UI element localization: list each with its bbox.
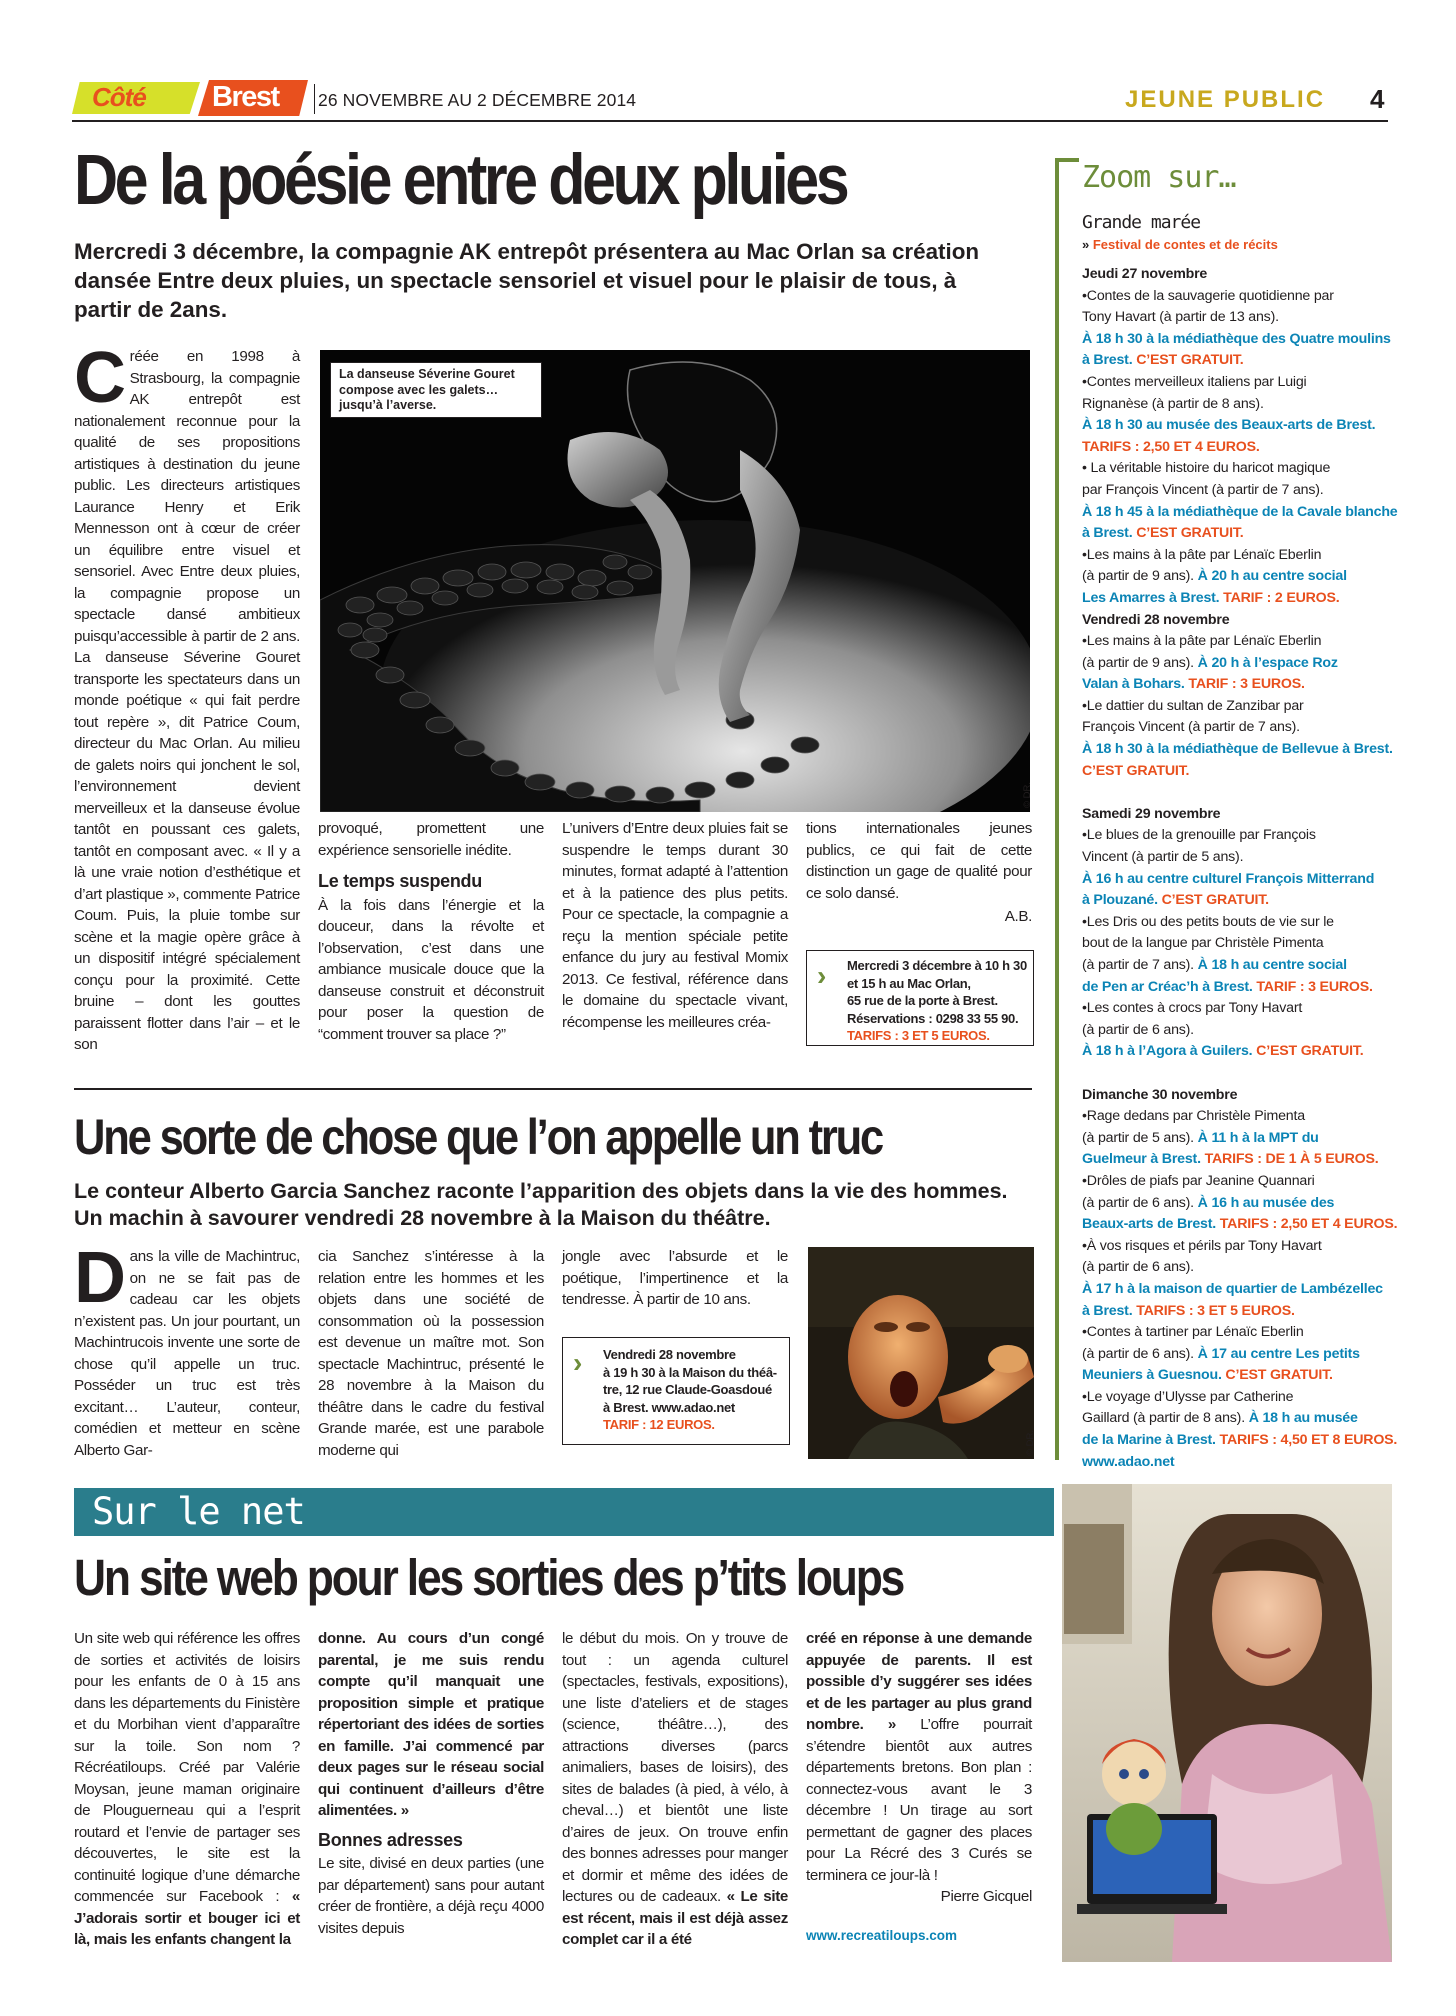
zoom-line-text: Guelmeur à Brest. — [1082, 1151, 1201, 1168]
zoom-line — [1082, 1365, 1402, 1387]
zoom-line — [1082, 458, 1402, 480]
article3-col4 — [806, 1628, 1032, 1908]
zoom-line — [1082, 890, 1402, 912]
article3-signature: Pierre Gicquel — [940, 1888, 1032, 1905]
zoom-venue: À 18 h au centre social — [1193, 957, 1347, 973]
article1-col4 — [806, 818, 1032, 928]
zoom-line-text: À 16 h au centre culturel François Mitterrand — [1082, 870, 1375, 887]
article3-col4b-text: L’offre pourrait s’étendre bientôt aux autres départements bretons. Bon plan : connectez-vous avant le 3 décembre ! Un tirage au sort permettant de gagner des places pour La Récré des 3 Curés se terminera ce jour-là ! — [806, 1716, 1032, 1884]
chevron-right-icon: › — [573, 1347, 583, 1378]
zoom-line-text: (à partir de 6 ans). — [1082, 1021, 1194, 1038]
article3-col2 — [318, 1628, 544, 1939]
zoom-line-text: Meuniers à Guesnou. — [1082, 1367, 1222, 1384]
article2-col1-text: ans la ville de Machintruc, on ne se fait pas de cadeau car les objets n’existent pas. Un jour pourtant, un Machintrucois invente une sorte de chose qu’il appelle un truc. Posséder un truc est très excitant… L’auteur, conteur, comédien et metteur en scène Alberto Gar- — [74, 1248, 300, 1459]
zoom-venue: À 11 h à la MPT du — [1193, 1129, 1319, 1146]
zoom-venue: À 20 h au centre social — [1193, 568, 1347, 585]
zoom-price: TARIFS : 2,50 ET 4 EUROS. — [1216, 1216, 1398, 1233]
valerie-photo-graphic — [1062, 1484, 1392, 1962]
zoom-line — [1082, 1322, 1402, 1344]
zoom-line — [1082, 1279, 1402, 1301]
zoom-line — [1082, 631, 1402, 653]
zoom-line-text: •À vos risques et périls par Tony Havart — [1082, 1237, 1322, 1254]
zoom-line — [1082, 1301, 1402, 1323]
zoom-line — [1082, 1236, 1402, 1258]
zoom-line — [1082, 588, 1402, 610]
zoom-line — [1082, 1214, 1402, 1236]
zoom-line — [1082, 1408, 1402, 1430]
zoom-line — [1082, 1193, 1402, 1215]
article3-subhead: Bonnes adresses — [318, 1829, 463, 1850]
zoom-line-text: •Contes merveilleux italiens par Luigi — [1082, 373, 1307, 390]
article1-col2 — [318, 818, 544, 1045]
zoom-kicker-arrow: » — [1082, 237, 1090, 252]
article1-subhead: Le temps suspendu — [318, 871, 482, 891]
zoom-line-text: à Brest. — [1082, 352, 1133, 369]
zoom-list — [1082, 264, 1402, 1473]
zoom-line — [1082, 415, 1402, 437]
zoom-line — [1082, 1257, 1402, 1279]
article3-col1-text: Un site web qui référence les offres de sorties et activités de loisirs pour les enfants de 0 à 15 ans dans les départements du Finistère et du Morbihan vient d’apparaître sur la toile. Son nom ? Récréatiloups. Créé par Valérie Moysan, jeune maman originaire de Plouguerneau qui a l’esprit routard et l’envie de partager ses découvertes, le site est la continuité logique d’une démarche commencée sur Facebook : — [74, 1630, 300, 1905]
zoom-line-text: •Le dattier du sultan de Zanzibar par — [1082, 697, 1304, 714]
zoom-kicker — [1082, 237, 1278, 252]
zoom-line — [1082, 674, 1402, 696]
article3-col3-quote: « Le site est récent, mais il est déjà assez complet car il a été — [562, 1888, 788, 1948]
zoom-line — [1082, 1344, 1402, 1366]
article1-info-text — [847, 957, 1027, 1045]
zoom-vertical-bar — [1055, 158, 1059, 1460]
zoom-venue: À 20 h à l’espace Roz — [1193, 654, 1338, 671]
chevron-right-icon: › — [817, 960, 827, 991]
zoom-line — [1082, 998, 1402, 1020]
zoom-heading: Zoom sur… — [1082, 160, 1236, 195]
article1-info-line2: et 15 h au Mac Orlan, — [847, 975, 971, 991]
zoom-line — [1082, 610, 1402, 632]
header-divider — [314, 84, 315, 114]
zoom-line-text: (à partir de 9 ans). — [1082, 568, 1194, 585]
zoom-line — [1082, 933, 1402, 955]
zoom-line — [1082, 502, 1402, 524]
zoom-line — [1082, 1020, 1402, 1042]
zoom-line — [1082, 717, 1402, 739]
zoom-line-text: •Contes de la sauvagerie quotidienne par — [1082, 287, 1334, 304]
zoom-line-text: Beaux-arts de Brest. — [1082, 1216, 1216, 1233]
article2-lead — [74, 1178, 1034, 1231]
article2-info-line2: à 19 h 30 à la Maison du théâ- — [603, 1364, 777, 1380]
photo1-caption-box — [330, 362, 542, 418]
brand-brest: Brest — [212, 81, 279, 113]
zoom-line-text: bout de la langue par Christèle Pimenta — [1082, 935, 1324, 952]
dancer-photo — [320, 350, 1030, 812]
article2-col1 — [74, 1238, 300, 1461]
zoom-price: C’EST GRATUIT. — [1221, 1367, 1333, 1384]
zoom-line-text: www.adao.net — [1082, 1453, 1175, 1470]
brand-logo — [72, 80, 310, 116]
article1-title: De la poésie entre deux pluies — [74, 141, 847, 220]
zoom-line-text: Vincent (à partir de 5 ans). — [1082, 849, 1244, 866]
article2-title: Une sorte de chose que l’on appelle un truc — [74, 1109, 883, 1165]
article2-col2 — [318, 1246, 544, 1461]
article3-url[interactable]: www.recreatiloups.com — [806, 1928, 958, 1943]
zoom-line — [1082, 523, 1402, 545]
zoom-line — [1082, 847, 1402, 869]
article2-info-line4: à Brest. www.adao.net — [603, 1399, 735, 1415]
zoom-line-text: À 18 h 45 à la médiathèque de la Cavale blanche — [1082, 503, 1398, 520]
zoom-line — [1082, 1085, 1402, 1107]
zoom-line-text: À 17 h à la maison de quartier de Lambézellec — [1082, 1280, 1383, 1297]
article3-col1-quote: « J’adorais sortir et bouger ici et là, mais les enfants changent la — [74, 1888, 300, 1948]
zoom-line-text: •Contes à tartiner par Lénaïc Eberlin — [1082, 1324, 1304, 1341]
zoom-kicker-text: Festival de contes et de récits — [1092, 237, 1278, 252]
article3-col2-quote: donne. Au cours d’un congé parental, je me suis rendu compte qu’il manquait une proposition simple et pratique répertoriant des idées de sorties en famille. J’ai commencé par deux pages sur le réseau social qui continuent d’ailleurs d’être alimentées. » — [318, 1630, 544, 1819]
article1-info-line3: 65 rue de la porte à Brest. — [847, 993, 998, 1008]
storyteller-photo — [808, 1247, 1034, 1459]
zoom-line — [1082, 1387, 1402, 1409]
article1-lead — [74, 237, 1014, 324]
zoom-subtitle: Grande marée — [1082, 212, 1201, 233]
article1-col2a-text: provoqué, promettent une expérience sensorielle inédite. — [318, 820, 544, 859]
zoom-line-text: (à partir de 6 ans). — [1082, 1259, 1194, 1276]
article1-infobox — [806, 950, 1034, 1046]
zoom-line-text: •Drôles de piafs par Jeanine Quannari — [1082, 1172, 1315, 1189]
zoom-line — [1082, 350, 1402, 372]
zoom-price: C’EST GRATUIT. — [1132, 525, 1244, 542]
zoom-line — [1082, 761, 1402, 783]
zoom-line — [1082, 782, 1402, 804]
zoom-line — [1082, 437, 1402, 459]
zoom-line-text: •Les contes à crocs par Tony Havart — [1082, 1000, 1303, 1017]
zoom-line-text: à Brest. — [1082, 1302, 1133, 1319]
article3-title: Un site web pour les sorties des p’tits loups — [74, 1549, 904, 1606]
zoom-line-text: (à partir de 5 ans). — [1082, 1129, 1194, 1146]
zoom-price: C’EST GRATUIT. — [1132, 352, 1244, 369]
zoom-price: C’EST GRATUIT. — [1157, 892, 1269, 909]
zoom-line-text: (à partir de 7 ans). — [1082, 957, 1194, 973]
dancer-photo-graphic — [320, 350, 1030, 812]
zoom-line — [1082, 307, 1402, 329]
zoom-line — [1082, 1171, 1402, 1193]
zoom-line-text: À 18 h 30 à la médiathèque des Quatre moulins — [1082, 330, 1391, 347]
article1-info-line1: Mercredi 3 décembre à 10 h 30 — [847, 958, 1027, 973]
zoom-line — [1082, 1041, 1402, 1063]
article2-col3-text: jongle avec l’absurde et le poétique, l’impertinence et la tendresse. À partir de 10 ans. — [562, 1248, 788, 1308]
zoom-line-text: À 18 h 30 à la médiathèque de Bellevue à Brest. — [1082, 741, 1393, 758]
zoom-line — [1082, 804, 1402, 826]
zoom-price: TARIFS : 3 ET 5 EUROS. — [1132, 1302, 1295, 1319]
zoom-line-text: (à partir de 6 ans). — [1082, 1194, 1194, 1211]
zoom-line — [1082, 1430, 1402, 1452]
zoom-line — [1082, 1106, 1402, 1128]
zoom-line — [1082, 264, 1402, 286]
zoom-line-text: •Le blues de la grenouille par François — [1082, 827, 1316, 844]
zoom-line-text: •Les Dris ou des petits bouts de vie sur le — [1082, 913, 1334, 930]
article2-info-line3: tre, 12 rue Claude-Goasdoué — [603, 1382, 772, 1397]
valerie-photo — [1062, 1484, 1392, 1962]
zoom-price: TARIFS : 2,50 ET 4 EUROS. — [1082, 438, 1260, 455]
article2-lead-text: Le conteur Alberto Garcia Sanchez raconte l’apparition des objets dans la vie des hommes. Un machin à savourer vendredi 28 novembre à la Maison du théâtre. — [74, 1179, 1008, 1230]
article2-info-text — [603, 1346, 777, 1434]
zoom-price: TARIFS : DE 1 À 5 EUROS. — [1200, 1151, 1379, 1168]
storyteller-photo-graphic — [808, 1247, 1034, 1459]
zoom-day-heading: Vendredi 28 novembre — [1082, 611, 1230, 628]
zoom-line-text: Tony Havart (à partir de 13 ans). — [1082, 309, 1279, 326]
article2-dropcap: D — [74, 1238, 126, 1318]
zoom-line — [1082, 977, 1402, 999]
zoom-line-text: Les Amarres à Brest. — [1082, 589, 1220, 606]
zoom-venue: À 17 au centre Les petits — [1193, 1345, 1360, 1362]
article1-dropcap: C — [74, 338, 126, 418]
zoom-price: TARIF : 3 EUROS. — [1184, 676, 1305, 693]
zoom-price: C’EST GRATUIT. — [1082, 762, 1190, 779]
page-number: 4 — [1370, 84, 1385, 114]
article1-bottom-rule — [74, 1088, 1032, 1090]
article3-col3-text: le début du mois. On y trouve de tout : un agenda culturel (spectacles, festivals, expositions), une liste d’ateliers et de stages (science, théâtre…), des attractions diverses (parcs animaliers, bases de loisirs), des sites de balades (à pied, à vélo, à cheval…) et bientôt une liste d’aires de jeux. On trouve enfin des bonnes adresses pour manger et dormir et même des idées de lectures ou de cadeaux. — [562, 1630, 788, 1905]
zoom-line — [1082, 329, 1402, 351]
zoom-venue: À 16 h au musée des — [1193, 1194, 1335, 1211]
article3-col4-quote: créé en réponse à une demande appuyée de parents. Il est possible d’y suggérer ses idées et de les partager au plus grand nombre. » — [806, 1630, 1032, 1733]
zoom-line — [1082, 1128, 1402, 1150]
zoom-line — [1082, 869, 1402, 891]
article3-col2b-text: Le site, divisé en deux parties (une par département) sans pour autant créer de frontière, a déjà reçu 4000 visites depuis — [318, 1855, 544, 1937]
article1-col4-text: tions internationales jeunes publics, ce qui fait de cette distinction un gage de qualité pour ce solo dansé. — [806, 820, 1032, 902]
article2-info-tarif: TARIF : 12 EUROS. — [603, 1417, 715, 1432]
zoom-line — [1082, 912, 1402, 934]
article1-info-tarif: TARIFS : 3 ET 5 EUROS. — [847, 1028, 990, 1043]
zoom-line — [1082, 394, 1402, 416]
photo1-caption: La danseuse Séverine Gouret compose avec les galets… jusqu’à l’averse. — [339, 367, 515, 412]
zoom-line-text: de la Marine à Brest. — [1082, 1432, 1216, 1449]
zoom-line-text: de Pen ar Créac’h à Brest. — [1082, 978, 1253, 995]
zoom-line — [1082, 696, 1402, 718]
zoom-line-text: par François Vincent (à partir de 7 ans). — [1082, 481, 1324, 498]
zoom-line-text: Valan à Bohars. — [1082, 676, 1185, 693]
article1-lead-text: Mercredi 3 décembre, la compagnie AK entrepôt présentera au Mac Orlan sa création dansée Entre deux pluies, un spectacle sensoriel et visuel pour le plaisir de tous, à partir de 2ans. — [74, 239, 980, 322]
zoom-line — [1082, 480, 1402, 502]
zoom-day-heading: Dimanche 30 novembre — [1082, 1086, 1238, 1103]
article3-col1 — [74, 1628, 300, 1951]
zoom-day-heading: Jeudi 27 novembre — [1082, 266, 1208, 282]
zoom-price: TARIFS : 4,50 ET 8 EUROS. — [1215, 1432, 1398, 1449]
zoom-line — [1082, 545, 1402, 567]
zoom-top-bar — [1055, 158, 1079, 162]
zoom-line-text: à Plouzané. — [1082, 892, 1158, 909]
section-title: JEUNE PUBLIC — [1125, 86, 1326, 113]
zoom-venue: À 18 h au musée — [1244, 1410, 1358, 1427]
photo2-credit: © DR. — [1025, 1430, 1036, 1456]
article1-col1 — [74, 338, 300, 1056]
zoom-line-text: (à partir de 6 ans). — [1082, 1345, 1194, 1362]
zoom-line — [1082, 372, 1402, 394]
zoom-line — [1082, 1063, 1402, 1085]
zoom-line-text: Gaillard (à partir de 8 ans). — [1082, 1410, 1245, 1427]
article1-col3-text: L’univers d’Entre deux pluies fait se suspendre le temps durant 30 minutes, format adapté à l’attention et à la patience des plus petits. Pour ce spectacle, la compagnie a reçu la mention spéciale petite enfance du jury au festival Momix 2013. Ce festival, référence dans le domaine du spectacle vivant, récompense les meilleures créa- — [562, 820, 788, 1031]
zoom-line-text: •Les mains à la pâte par Lénaïc Eberlin — [1082, 633, 1322, 650]
zoom-line — [1082, 566, 1402, 588]
zoom-line-text: À 18 h 30 au musée des Beaux-arts de Brest. — [1082, 417, 1376, 434]
article2-col3 — [562, 1246, 788, 1311]
brand-cote: Côté — [92, 82, 146, 112]
zoom-line — [1082, 739, 1402, 761]
zoom-line — [1082, 955, 1402, 977]
article2-col2-text: cia Sanchez s’intéresse à la relation entre les hommes et les objets dans une société de consommation où la possession est devenue un maître mot. Son spectacle Machintruc, présenté le 28 novembre à la Maison du théâtre dans le cadre du festival Grande marée, est une parabole moderne qui — [318, 1248, 544, 1459]
zoom-line-text: •Le voyage d’Ulysse par Catherine — [1082, 1388, 1294, 1405]
article2-infobox — [562, 1337, 790, 1445]
zoom-line-text: •Les mains à la pâte par Lénaïc Eberlin — [1082, 546, 1322, 563]
issue-date: 26 NOVEMBRE AU 2 DÉCEMBRE 2014 — [318, 90, 637, 110]
article1-col1-text: réée en 1998 à Strasbourg, la compagnie AK entrepôt est nationalement reconnue pour la qualité de ses propositions artistiques à destination du jeune public. Les directeurs artistiques Laurance Henry et Erik Mennesson ont à cœur de créer un équilibre entre visuel et sensoriel. Avec Entre deux pluies, la compagnie propose un spectacle dansé ambitieux puisqu’accessible à partir de 2 ans. La danseuse Séverine Gouret transporte les spectateurs dans un monde poétique « qui fait perdre tout repère », dit Patrice Coum, directeur du Mac Orlan. Au milieu de galets noirs qui jonchent le sol, l’environnement devient merveilleux et la danseuse évolue tantôt en poussant ces galets, tantôt en composant avec. « Il y a là une vraie notion d’esthétique et d’art plastique », commente Patrice Coum. Puis, la pluie tombe sur scène et la magie opère grâce à un dispositif intégré spécialement conçu pour la proximité. Cette bruine – dont les gouttes paraissent flotter dans l’air – et le son — [74, 348, 300, 1053]
zoom-price: TARIF : 3 EUROS. — [1252, 978, 1373, 995]
zoom-line-text: • La véritable histoire du haricot magique — [1082, 460, 1331, 477]
header-rule — [72, 120, 1388, 122]
zoom-price: TARIF : 2 EUROS. — [1219, 589, 1340, 606]
article2-info-line1: Vendredi 28 novembre — [603, 1347, 736, 1362]
zoom-line-text: (à partir de 9 ans). — [1082, 654, 1194, 671]
zoom-price: C’EST GRATUIT. — [1252, 1043, 1364, 1060]
sur-le-net-label: Sur le net — [92, 1490, 305, 1533]
article1-col2b-text: À la fois dans l’énergie et la douceur, dans la révolte et l’observation, c’est dans une ambiance musicale douce que la danseuse construit et déconstruit pour poser la question de “comment trouver sa place ?” — [318, 896, 544, 1043]
zoom-line-text: •Rage dedans par Christèle Pimenta — [1082, 1108, 1305, 1125]
zoom-line-text: Rignanèse (à partir de 8 ans). — [1082, 395, 1264, 412]
zoom-line — [1082, 1452, 1402, 1474]
article1-col3 — [562, 818, 788, 1033]
zoom-line — [1082, 825, 1402, 847]
zoom-line-text: À 18 h à l’Agora à Guilers. — [1082, 1043, 1253, 1060]
article1-info-line4: Réservations : 0298 33 55 90. — [847, 1010, 1019, 1026]
photo1-credit: © DR. — [1022, 782, 1033, 808]
zoom-line — [1082, 286, 1402, 308]
zoom-line-text: François Vincent (à partir de 7 ans). — [1082, 719, 1300, 736]
zoom-line-text: à Brest. — [1082, 525, 1133, 542]
zoom-day-heading: Samedi 29 novembre — [1082, 805, 1221, 822]
zoom-line — [1082, 653, 1402, 675]
zoom-line — [1082, 1149, 1402, 1171]
article1-signature: A.B. — [1004, 908, 1032, 925]
article3-col3 — [562, 1628, 788, 1951]
